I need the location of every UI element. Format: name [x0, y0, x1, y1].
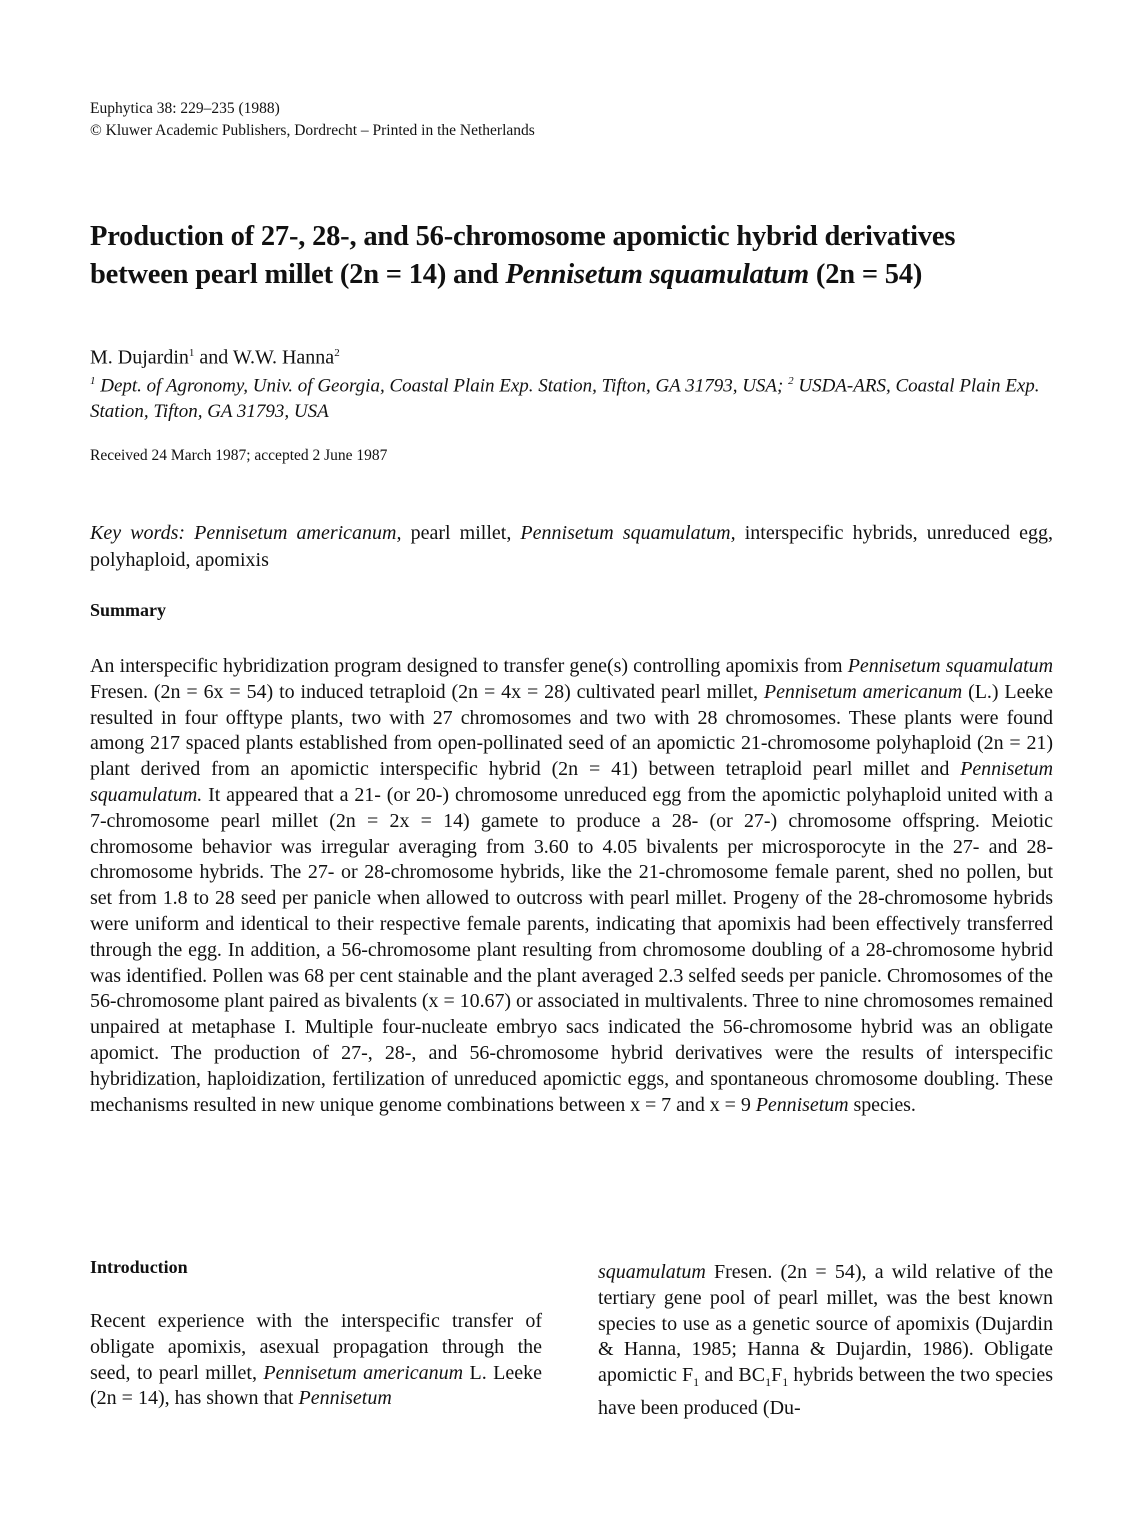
introduction-right-column [598, 1260, 1053, 1422]
intro-species: Pennisetum [298, 1387, 392, 1410]
summary-run: An interspecific hybridization program designed to transfer gene(s) controlling apomixis from [90, 655, 848, 677]
summary-heading: Summary [90, 600, 166, 620]
intro-subscript: 1 [765, 1375, 772, 1390]
author-sup: 2 [334, 347, 340, 359]
summary-run: It appeared that a 21- (or 20-) chromosome unreduced egg from the apomictic polyhaploid united with a 7-chromosome pearl millet (2n = 2x = 14) gamete to produce a 28- (or 27-) chromosome offspring. Meiotic chromosome behavior was irregular averaging from 3.60 to 4.05 bivalents per microsporocyte in the 27- and 28-chromosome hybrids. The 27- or 28-chromosome hybrids, like the 21-chromosome female parent, shed no pollen, but set from 1.8 to 28 seed per panicle when allowed to outcross with pearl millet. Progeny of the 28-chromosome hybrids were uniform and identical to their respective female parents, indicating that apomixis had been effectively transferred through the egg. In addition, a 56-chromosome plant resulting from chromosome doubling of a 28-chromosome hybrid was identified. Pollen was 68 per cent stainable and the plant averaged 2.3 selfed seeds per panicle. Chromosomes of the 56-chromosome plant paired as bivalents (x = 10.67) or associated in multivalents. Three to nine chromosomes remained unpaired at metaphase I. Multiple four-nucleate embryo sacs indicated the 56-chromosome hybrid was an obligate apomict. The production of 27-, 28-, and 56-chromosome hybrid derivatives were the results of interspecific hybridization, haploidization, fertilization of unreduced apomictic eggs, and spontaneous chromosome doubling. These mechanisms resulted in new unique genome combinations between x = 7 and x = 9 [90, 783, 1053, 1116]
affil-sup: 2 [788, 375, 794, 387]
author-sup: 1 [188, 347, 195, 359]
affiliation-1: Dept. of Agronomy, Univ. of Georgia, Coastal Plain Exp. Station, Tifton, GA 31793, USA; [95, 375, 789, 397]
title-line-1: Production of 27-, 28-, and 56-chromosome apomictic hybrid derivatives [90, 221, 956, 252]
keyword: pearl millet, [401, 522, 521, 544]
title-text: between pearl millet (2n = 14) and [90, 259, 506, 290]
title-text: (2n = 54) [808, 259, 923, 290]
authors [90, 340, 340, 371]
title-species: Pennisetum squamulatum [505, 259, 809, 290]
paper-title [90, 218, 1070, 294]
summary-run: Fresen. (2n = 6x = 54) to induced tetraploid (2n = 4x = 28) cultivated pearl millet, [90, 680, 764, 703]
summary-species: Pennisetum squamulatum [847, 655, 1054, 677]
title-line-2 [90, 256, 1070, 294]
affil-sup: 1 [90, 375, 96, 387]
summary-species: Pennisetum americanum [763, 680, 963, 703]
summary-text [90, 654, 1053, 1118]
introduction-heading: Introduction [90, 1257, 188, 1277]
intro-run: L. Leeke (2n = 14), has shown that [90, 1361, 542, 1410]
intro-run: and BC [699, 1364, 766, 1387]
author-name: M. Dujardin [90, 346, 189, 369]
copyright-line: © Kluwer Academic Publishers, Dordrecht – Printed in the Netherlands [90, 122, 535, 139]
affiliation-2: USDA-ARS, Coastal Plain Exp. Station, Tifton, GA 31793, USA [90, 375, 1040, 423]
keywords [90, 520, 1053, 574]
summary-run: (L.) Leeke resulted in four offtype plants, two with 27 chromosomes and two with 28 chromosomes. These plants were found among 217 spaced plants established from open-pollinated seed of an apomictic 21-chromosome polyhaploid (2n = 21) plant derived from an apomictic interspecific hybrid (2n = 41) between tetraploid pearl millet and [90, 680, 1053, 781]
intro-subscript: 1 [782, 1375, 789, 1390]
introduction-left-column [90, 1309, 542, 1412]
intro-species: Pennisetum americanum [263, 1361, 464, 1384]
summary-species: Pennisetum [755, 1093, 849, 1116]
intro-run: Fresen. (2n = 54), a wild relative of the tertiary gene pool of pearl millet, was the best known species to use as a genetic source of apomixis (Dujardin & Hanna, 1985; Hanna & Dujardin, 1986). Obligate apomictic F [598, 1261, 1053, 1387]
keyword: Pennisetum squamulatum, [520, 522, 736, 544]
intro-run: F [771, 1364, 783, 1387]
received-date: Received 24 March 1987; accepted 2 June 1987 [90, 447, 388, 464]
affiliations [90, 368, 1055, 425]
intro-subscript: 1 [693, 1375, 700, 1390]
summary-run: species. [848, 1093, 916, 1116]
journal-header [90, 98, 535, 142]
intro-species: squamulatum [598, 1261, 706, 1283]
keywords-label: Key words: [90, 522, 195, 544]
intro-run: hybrids between the two species have been produced (Du- [598, 1364, 1053, 1419]
keyword: interspecific hybrids, unreduced egg, polyhaploid, apomixis [90, 522, 1053, 571]
summary-species: Pennisetum squamulatum. [90, 758, 1053, 806]
journal-citation: Euphytica 38: 229–235 (1988) [90, 100, 280, 117]
author-name: and W.W. Hanna [194, 346, 335, 369]
keyword: Pennisetum americanum, [194, 522, 402, 544]
intro-run: Recent experience with the interspecific transfer of obligate apomixis, asexual propagation through the seed, to pearl millet, [90, 1310, 542, 1384]
